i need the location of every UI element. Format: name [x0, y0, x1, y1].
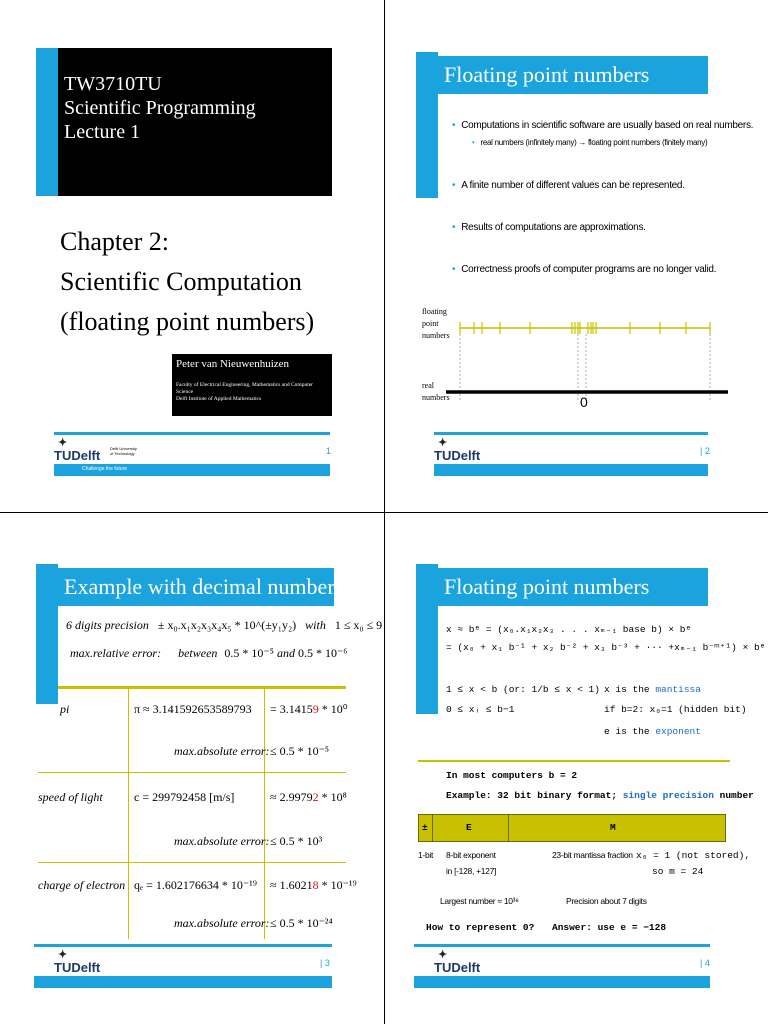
number-line-diagram — [410, 310, 740, 410]
accent-bar — [416, 52, 438, 198]
slide-2 — [410, 40, 754, 500]
chapter-line-1: Scientific Computation — [60, 267, 302, 296]
formula-1: x ≈ bᵉ = (x₀.x₁x₂x₃ . . . xₘ₋₁ base b) × bᵉ — [446, 624, 692, 635]
row-value-pi: π ≈ 3.141592653589793 — [134, 702, 252, 716]
tagline: Challenge the future — [82, 466, 128, 472]
slide-title: Example with decimal numbers — [58, 568, 334, 606]
between-word: between — [178, 646, 218, 660]
flame-icon: ✦ — [58, 949, 68, 961]
page-number: | 3 — [320, 958, 330, 968]
chapter-title — [60, 222, 314, 342]
x0-note-1: x₀ = 1 (not stored), — [636, 850, 751, 861]
course-name: Scientific Programming — [64, 97, 256, 119]
affiliation-1: Faculty of Electrical Engineering, Mathematics and Computer Science — [176, 382, 313, 395]
tudelft-logo: ✦ TUDelft — [434, 437, 481, 463]
footer-line — [34, 944, 332, 947]
row-label-light: speed of light — [38, 790, 103, 804]
slide-title: Floating point numbers — [438, 56, 708, 94]
digit-condition: 1 ≤ x₀ ≤ 9 — [334, 618, 383, 632]
abs-error-label-light: max.absolute error: — [174, 834, 270, 848]
accent-bar — [36, 564, 58, 704]
slide-4 — [410, 552, 766, 1012]
footer-bar — [414, 976, 710, 988]
page-number: | 2 — [700, 446, 710, 456]
slide-1 — [30, 40, 360, 500]
exponent-field: E — [466, 822, 472, 833]
bullet-4: • Correctness proofs of computer programs are no longer valid. — [452, 264, 717, 275]
precision-label: 6 digits precision — [66, 618, 149, 632]
zero-answer: Answer: use e = −128 — [552, 922, 667, 933]
flame-icon: ✦ — [438, 437, 448, 449]
fp-label-1: floating — [422, 307, 447, 316]
abs-error-label-electron: max.absolute error: — [174, 916, 270, 930]
rel-error-low: 0.5 * 10⁻⁵ — [224, 646, 274, 660]
largest-number: Largest number ≈ 10³⁸ — [440, 896, 519, 906]
footer-bar — [434, 464, 708, 476]
footer-bar — [34, 976, 332, 988]
bullet-1: • Computations in scientific software are usually based on real numbers. — [452, 120, 754, 131]
tudelft-logo: ✦ TUDelft — [54, 949, 101, 975]
accent-bar — [36, 48, 58, 196]
divider-rule — [418, 760, 730, 762]
x0-note-2: so m = 24 — [652, 866, 704, 877]
chapter-number: Chapter 2: — [60, 227, 170, 256]
mantissa-note: x is the mantissa — [604, 684, 701, 695]
row-label-pi: pi — [60, 702, 70, 716]
bit-layout-bar — [418, 814, 726, 842]
footer-line — [434, 432, 708, 435]
with-word: with — [305, 618, 326, 632]
precision-note: Precision about 7 digits — [566, 896, 647, 906]
example-note: Example: 32 bit binary format; single precision number — [446, 790, 754, 801]
affiliation — [172, 370, 332, 403]
slide-3 — [30, 552, 383, 1012]
tudelft-logo: ✦ TUDelft — [54, 437, 101, 463]
condition-2: 0 ≤ xᵢ ≤ b−1 — [446, 704, 515, 715]
table-row-rule-1 — [38, 772, 346, 773]
abs-error-light: ≤ 0.5 * 10³ — [270, 834, 323, 848]
sign-field: ± — [422, 822, 428, 833]
row-approx-light: ≈ 2.99792 * 10⁸ — [270, 790, 347, 804]
row-approx-electron: ≈ 1.60218 * 10⁻¹⁹ — [270, 878, 357, 892]
bullet-3: • Results of computations are approximations. — [452, 222, 646, 233]
author-box — [172, 354, 332, 416]
abs-error-label-pi: max.absolute error: — [174, 744, 270, 758]
row-approx-pi: = 3.14159 * 10⁰ — [270, 702, 348, 716]
flame-icon: ✦ — [58, 437, 68, 449]
exp-desc-2: in [-128, +127] — [446, 866, 497, 876]
accent-bar — [416, 564, 438, 714]
real-label-1: real — [422, 381, 434, 390]
tudelft-logo: ✦ TUDelft — [434, 949, 481, 975]
and-word: and — [276, 646, 295, 660]
zero-label: 0 — [580, 394, 588, 410]
table-col-2 — [264, 689, 265, 939]
mantissa-field: M — [610, 822, 616, 833]
rel-error-label: max.relative error: — [70, 646, 162, 660]
page-number: 1 — [326, 446, 332, 456]
fp-label-2: point — [422, 319, 439, 328]
mant-desc: 23-bit mantissa fraction — [552, 850, 633, 860]
bit-divider-1 — [432, 814, 433, 842]
flame-icon: ✦ — [438, 949, 448, 961]
bit-divider-2 — [508, 814, 509, 842]
relative-error-line — [70, 646, 347, 661]
table-row-rule-2 — [38, 862, 346, 863]
chapter-line-2: (floating point numbers) — [60, 307, 315, 336]
condition-1: 1 ≤ x < b (or: 1/b ≤ x < 1) — [446, 684, 600, 695]
zero-question: How to represent 0? — [426, 922, 535, 933]
exp-desc-1: 8-bit exponent — [446, 850, 496, 860]
real-label-2: numbers — [422, 393, 450, 402]
title-text — [64, 72, 256, 144]
rel-error-high: 0.5 * 10⁻⁶ — [297, 646, 348, 660]
sub-bullet: • real numbers (infinitely many) → floating point numbers (finitely many) — [472, 138, 708, 147]
page-number: | 4 — [700, 958, 710, 968]
abs-error-electron: ≤ 0.5 * 10⁻²⁴ — [270, 916, 333, 930]
footer-line — [414, 944, 710, 947]
row-value-light: c = 299792458 [m/s] — [134, 790, 235, 804]
row-label-electron: charge of electron — [38, 878, 126, 892]
course-code: TW3710TU — [64, 73, 162, 95]
affiliation-2: Delft Institute of Applied Mathematics — [176, 396, 262, 402]
logo-small: Delft University of Technology — [110, 446, 137, 456]
page-divider-horizontal — [0, 512, 768, 513]
formula-2: = (x₀ + x₁ b⁻¹ + x₂ b⁻² + x₃ b⁻³ + ··· +xₘ₋₁ b⁻ᵐ⁺¹) × bᵉ — [446, 642, 766, 653]
table-col-1 — [128, 689, 129, 939]
hidden-bit-note: if b=2: x₀=1 (hidden bit) — [604, 704, 747, 715]
row-value-electron: qₑ = 1.602176634 * 10⁻¹⁹ — [134, 878, 257, 892]
float-formula: ± x₀.x₁x₂x₃x₄x₅ * 10^(±y₁y₂) — [157, 618, 297, 632]
sign-desc: 1-bit — [418, 850, 434, 860]
fp-label-3: numbers — [422, 331, 450, 340]
author-name: Peter van Nieuwenhuizen — [176, 358, 290, 370]
table-top-rule — [58, 686, 346, 689]
precision-line — [66, 618, 382, 633]
abs-error-pi: ≤ 0.5 * 10⁻⁵ — [270, 744, 330, 758]
most-computers-note: In most computers b = 2 — [446, 770, 578, 781]
exponent-note: e is the exponent — [604, 726, 701, 737]
footer-line — [54, 432, 330, 435]
slide-title: Floating point numbers — [438, 568, 708, 606]
bullet-2: • A finite number of different values can be represented. — [452, 180, 685, 191]
lecture-label: Lecture 1 — [64, 121, 141, 143]
